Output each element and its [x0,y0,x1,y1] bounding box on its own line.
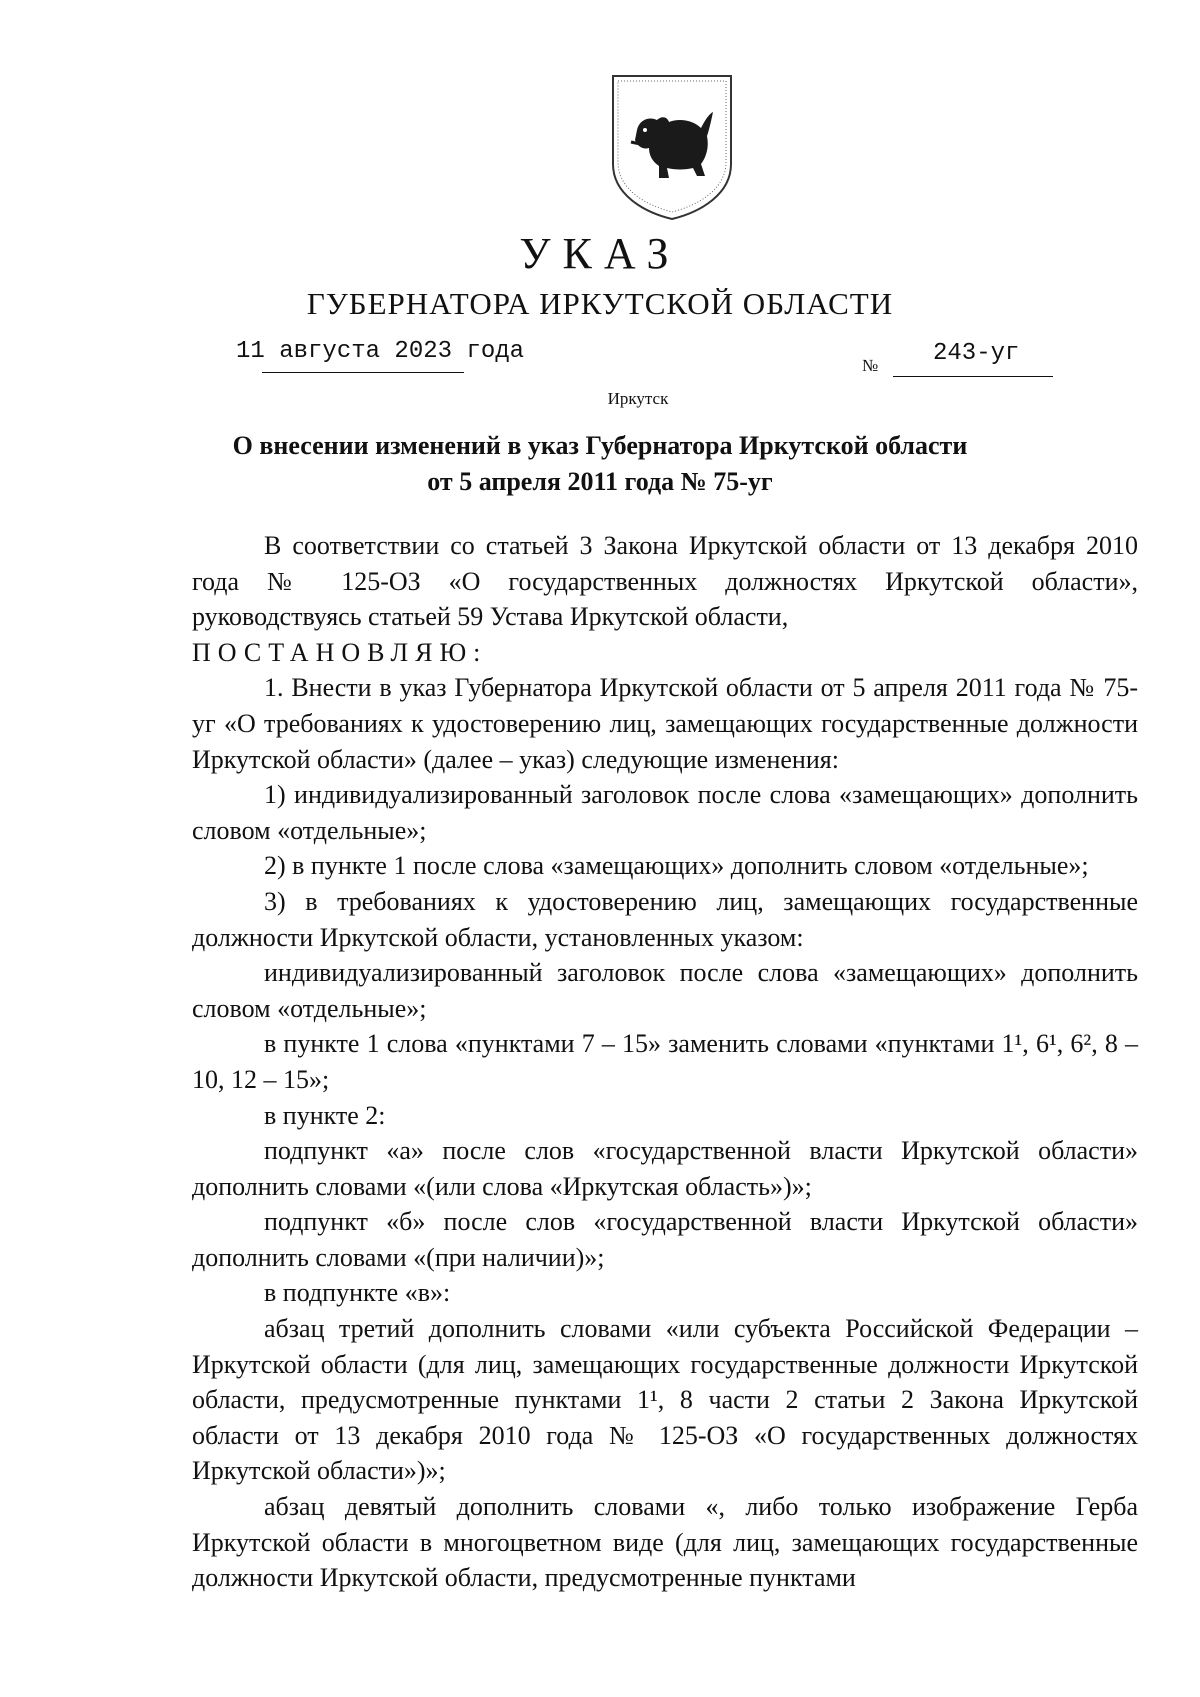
paragraph-subitem-2: 2) в пункте 1 после слова «замещающих» дополнить словом «отдельные»; [264,851,1089,881]
document-heading [0,428,1200,500]
coat-of-arms-icon [609,72,735,222]
issuer-title: ГУБЕРНАТОРА ИРКУТСКОЙ ОБЛАСТИ [306,286,894,321]
number-underline [893,376,1053,377]
number-sign: № [862,356,879,375]
date-underline [262,372,464,373]
document-number: 243-уг [933,340,1020,367]
paragraph-point-2: в пункте 2: [264,1100,386,1130]
paragraph-point-1-change: в пункте 1 слова «пунктами 7 – 15» заменить словами «пунктами 1¹, 6¹, 6², 8 – 10, 12 – 15»; [192,1029,1138,1094]
city-label: Иркутск [607,389,669,408]
paragraph-abzac-3: абзац третий дополнить словами «или субъекта Российской Федерации – Иркутской области (для лиц, замещающих государственные должности Иркутской области, предусмотренные пунктами 1¹, 8 части 2 статьи 2 Закона Иркутской области от 13 декабря 2010 года № 125-ОЗ «О государственных должностях Иркутской области»)»; [192,1314,1138,1486]
document-date: 11 августа 2023 года [236,338,525,365]
heading-line-2: от 5 апреля 2011 года № 75-уг [427,467,773,496]
heading-line-1: О внесении изменений в указ Губернатора Иркутской области [232,431,968,460]
paragraph-abzac-9: абзац девятый дополнить словами «, либо только изображение Герба Иркутской области в многоцветном виде (для лиц, замещающих государственные должности Иркутской области, предусмотренные пунктами [192,1492,1138,1593]
document-body [192,528,1138,1596]
paragraph-subpoint-b: подпункт «б» после слов «государственной власти Иркутской области» дополнить словами «(при наличии)»; [192,1207,1138,1272]
paragraph-subpoint-v: в подпункте «в»: [264,1278,451,1308]
paragraph-subitem-3: 3) в требованиях к удостоверению лиц, замещающих государственные должности Иркутской области, установленных указом: [192,886,1138,952]
paragraph-heading-change: индивидуализированный заголовок после слова «замещающих» дополнить словом «отдельные»; [192,958,1138,1023]
paragraph-decree-word: ПОСТАНОВЛЯЮ: [192,637,488,667]
paragraph-item-1: 1. Внести в указ Губернатора Иркутской области от 5 апреля 2011 года № 75-уг «О требованиях к удостоверению лиц, замещающих государственные должности Иркутской области» (далее – указ) следующие изменения: [192,673,1138,774]
paragraph-subitem-1: 1) индивидуализированный заголовок после слова «замещающих» дополнить словом «отдельные»; [192,780,1138,845]
document-type-title: УКАЗ [519,229,681,278]
paragraph-subpoint-a: подпункт «а» после слов «государственной власти Иркутской области» дополнить словами «(или слова «Иркутская область»)»; [192,1136,1138,1201]
paragraph-preamble: В соответствии со статьей 3 Закона Иркутской области от 13 декабря 2010 года № 125-ОЗ «О государственных должностях Иркутской области», руководствуясь статьей 59 Устава Иркутской области, [192,531,1138,632]
